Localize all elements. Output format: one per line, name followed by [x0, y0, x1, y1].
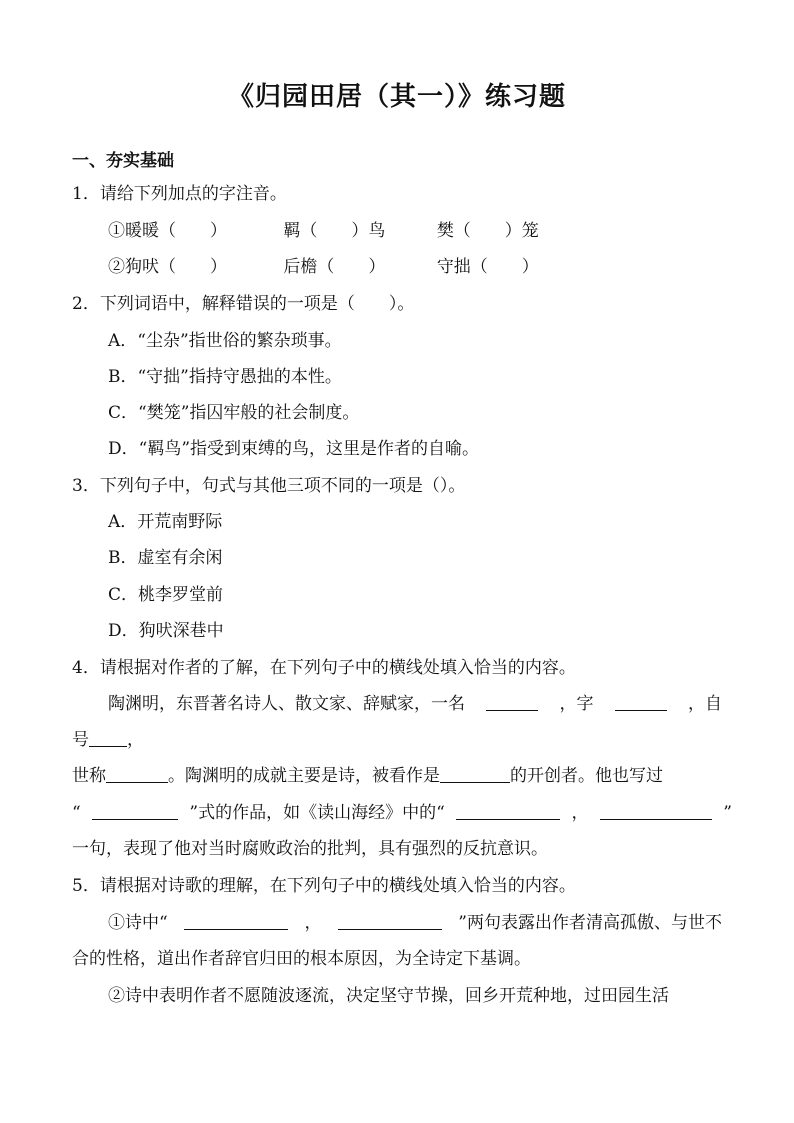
answer-blank[interactable] [486, 692, 538, 711]
answer-blank[interactable] [615, 692, 667, 711]
question-5-stem: 5．请根据对诗歌的理解，在下列句子中的横线处填入恰当的内容。 [72, 876, 576, 896]
question-4-stem: 4．请根据对作者的了解，在下列句子中的横线处填入恰当的内容。 [72, 658, 576, 678]
text-segment: 的开创者。他也写过 [510, 766, 663, 786]
answer-blank[interactable] [92, 801, 178, 820]
question-5-line-1 [108, 911, 722, 935]
text-segment: 号 [72, 730, 89, 750]
question-3-option-c: C．桃李罗堂前 [108, 585, 224, 605]
text-segment: 世称 [72, 766, 106, 786]
question-1-row-1 [108, 219, 539, 243]
pinyin-item: 羁（ ）鸟 [283, 221, 386, 241]
question-2-stem: 2．下列词语中，解释错误的一项是（ ）。 [72, 294, 415, 314]
text-segment: ”式的作品，如《读山海经》中的“ [189, 803, 445, 823]
text-segment: ” [723, 803, 732, 823]
text-segment: ， [571, 803, 589, 823]
question-3-option-b: B．虚室有余闲 [108, 548, 223, 568]
question-5-line-2: 合的性格，道出作者辞官归田的根本原因，为全诗定下基调。 [72, 949, 531, 969]
answer-blank[interactable] [89, 728, 127, 747]
text-segment: “ [72, 803, 81, 823]
text-segment: ， [127, 730, 144, 750]
text-segment: 陶渊明，东晋著名诗人、散文家、辞赋家，一名 [108, 694, 465, 714]
question-3-option-d: D．狗吠深巷中 [108, 621, 224, 641]
answer-blank[interactable] [440, 764, 510, 783]
answer-blank[interactable] [600, 801, 712, 820]
question-2-option-a: A．“尘杂”指世俗的繁杂琐事。 [108, 331, 342, 351]
text-segment: ，自 [688, 694, 722, 714]
question-4-line-3 [72, 764, 663, 788]
answer-blank[interactable] [106, 764, 168, 783]
pinyin-item: ②狗吠（ ） [108, 257, 227, 277]
pinyin-item: 樊（ ）笼 [436, 221, 539, 241]
text-segment: ”两句表露出作者清高孤傲、与世不 [458, 913, 722, 933]
text-segment: ①诗中“ [108, 913, 168, 933]
question-2-option-d: D．“羁鸟”指受到束缚的鸟，这里是作者的自喻。 [108, 439, 480, 459]
question-5-line-3: ②诗中表明作者不愿随波逐流，决定坚守节操，回乡开荒种地，过田园生活 [108, 986, 669, 1006]
answer-blank[interactable] [184, 911, 288, 930]
question-4-line-1 [108, 692, 722, 716]
pinyin-item: 后檐（ ） [283, 257, 386, 277]
text-segment: 。陶渊明的成就主要是诗，被看作是 [168, 766, 440, 786]
question-4-line-5: 一句，表现了他对当时腐败政治的批判，具有强烈的反抗意识。 [72, 839, 548, 859]
question-1-row-2 [108, 255, 539, 279]
page-title: 《归园田居（其一）》练习题 [227, 82, 566, 112]
question-4-line-2 [72, 728, 144, 752]
question-3-option-a: A．开荒南野际 [108, 512, 223, 532]
question-3-stem: 3．下列句子中，句式与其他三项不同的一项是（）。 [72, 476, 466, 496]
pinyin-item: ①暖暖（ ） [108, 221, 227, 241]
text-segment: ， [304, 913, 322, 933]
text-segment: ，字 [559, 694, 594, 714]
section-heading: 一、夯实基础 [72, 151, 174, 171]
question-1-stem: 1．请给下列加点的字注音。 [72, 184, 287, 204]
question-4-line-4 [72, 801, 732, 825]
question-2-option-c: C．“樊笼”指囚牢般的社会制度。 [108, 403, 360, 423]
answer-blank[interactable] [456, 801, 560, 820]
answer-blank[interactable] [338, 911, 442, 930]
question-2-option-b: B．“守拙”指持守愚拙的本性。 [108, 367, 342, 387]
pinyin-item: 守拙（ ） [436, 257, 539, 277]
